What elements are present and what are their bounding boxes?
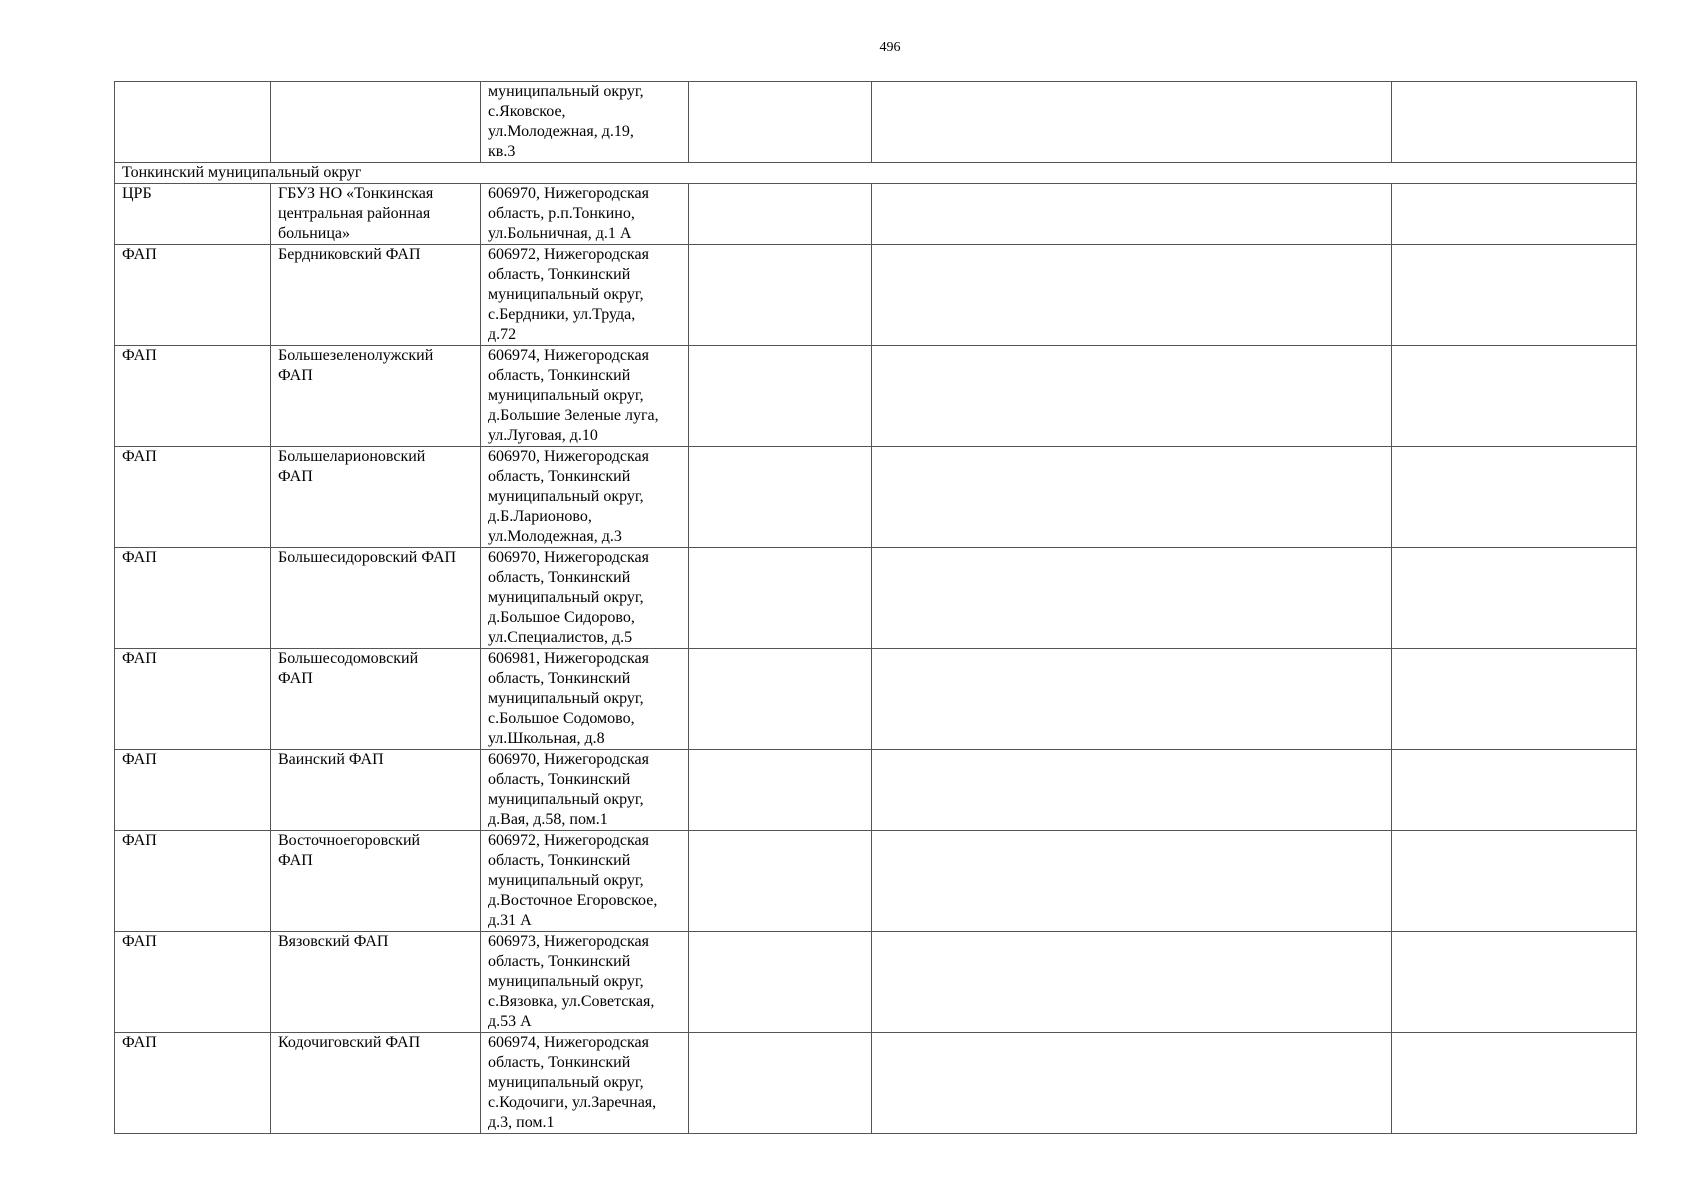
empty-cell <box>1392 447 1637 548</box>
address-cell: 606973, Нижегородская область, Тонкинский муниципальный округ, с.Вязовка, ул.Советская, д.53 А <box>481 932 689 1033</box>
section-title: Тонкинский муниципальный округ <box>115 163 1637 184</box>
table-body <box>115 82 1637 1134</box>
empty-cell <box>1392 932 1637 1033</box>
empty-cell <box>1392 750 1637 831</box>
empty-cell <box>689 245 872 346</box>
empty-cell <box>689 750 872 831</box>
facility-type-cell: ЦРБ <box>115 184 271 245</box>
facility-name-cell: Кодочиговский ФАП <box>271 1033 481 1134</box>
empty-cell <box>872 245 1392 346</box>
facility-name-cell: Большеларионовский ФАП <box>271 447 481 548</box>
facility-type-cell: ФАП <box>115 932 271 1033</box>
empty-cell <box>872 548 1392 649</box>
address-cell: 606972, Нижегородская область, Тонкинский муниципальный округ, с.Бердники, ул.Труда, д.72 <box>481 245 689 346</box>
table-row <box>115 649 1637 750</box>
empty-cell <box>872 932 1392 1033</box>
table-row <box>115 346 1637 447</box>
facility-type-cell: ФАП <box>115 447 271 548</box>
address-cell: 606981, Нижегородская область, Тонкинский муниципальный округ, с.Большое Содомово, ул.Школьная, д.8 <box>481 649 689 750</box>
empty-cell <box>689 82 872 163</box>
empty-cell <box>1392 245 1637 346</box>
address-cell: 606970, Нижегородская область, Тонкинский муниципальный округ, д.Большое Сидорово, ул.Специалистов, д.5 <box>481 548 689 649</box>
facility-type-cell: ФАП <box>115 831 271 932</box>
empty-cell <box>1392 184 1637 245</box>
facility-type-cell: ФАП <box>115 548 271 649</box>
facility-name-cell: Восточноегоровский ФАП <box>271 831 481 932</box>
medical-facilities-table <box>114 81 1637 1134</box>
page-number: 496 <box>879 40 901 55</box>
section-row <box>115 163 1637 184</box>
facility-name-cell: Большесодомовский ФАП <box>271 649 481 750</box>
table-row <box>115 184 1637 245</box>
table-row <box>115 750 1637 831</box>
empty-cell <box>689 548 872 649</box>
empty-cell <box>689 346 872 447</box>
empty-cell <box>689 831 872 932</box>
table-row <box>115 82 1637 163</box>
empty-cell <box>872 447 1392 548</box>
facility-type-cell: ФАП <box>115 346 271 447</box>
empty-cell <box>1392 548 1637 649</box>
table-row <box>115 1033 1637 1134</box>
facility-name-cell: Бердниковский ФАП <box>271 245 481 346</box>
address-cell: 606972, Нижегородская область, Тонкинский муниципальный округ, д.Восточное Егоровское, д.31 А <box>481 831 689 932</box>
facility-type-cell: ФАП <box>115 649 271 750</box>
table-row <box>115 447 1637 548</box>
table-row <box>115 245 1637 346</box>
facility-name-cell: Вязовский ФАП <box>271 932 481 1033</box>
empty-cell <box>872 82 1392 163</box>
empty-cell <box>689 184 872 245</box>
facility-name-cell: Ваинский ФАП <box>271 750 481 831</box>
table-row <box>115 548 1637 649</box>
empty-cell <box>689 447 872 548</box>
empty-cell <box>872 346 1392 447</box>
facility-type-cell: ФАП <box>115 1033 271 1134</box>
empty-cell <box>872 649 1392 750</box>
facility-type-cell <box>115 82 271 163</box>
empty-cell <box>872 831 1392 932</box>
address-cell: муниципальный округ, с.Яковское, ул.Молодежная, д.19, кв.3 <box>481 82 689 163</box>
facility-name-cell <box>271 82 481 163</box>
empty-cell <box>1392 346 1637 447</box>
facility-type-cell: ФАП <box>115 750 271 831</box>
table-row <box>115 831 1637 932</box>
empty-cell <box>1392 649 1637 750</box>
empty-cell <box>872 750 1392 831</box>
table-row <box>115 932 1637 1033</box>
facility-name-cell: ГБУЗ НО «Тонкинская центральная районная больница» <box>271 184 481 245</box>
address-cell: 606974, Нижегородская область, Тонкинский муниципальный округ, с.Кодочиги, ул.Заречная, д.3, пом.1 <box>481 1033 689 1134</box>
empty-cell <box>689 649 872 750</box>
facility-name-cell: Большесидоровский ФАП <box>271 548 481 649</box>
empty-cell <box>872 1033 1392 1134</box>
facility-type-cell: ФАП <box>115 245 271 346</box>
address-cell: 606970, Нижегородская область, р.п.Тонкино, ул.Больничная, д.1 А <box>481 184 689 245</box>
empty-cell <box>689 932 872 1033</box>
address-cell: 606974, Нижегородская область, Тонкинский муниципальный округ, д.Большие Зеленые луга, ул.Луговая, д.10 <box>481 346 689 447</box>
facility-name-cell: Большезеленолужский ФАП <box>271 346 481 447</box>
address-cell: 606970, Нижегородская область, Тонкинский муниципальный округ, д.Вая, д.58, пом.1 <box>481 750 689 831</box>
empty-cell <box>1392 1033 1637 1134</box>
empty-cell <box>872 184 1392 245</box>
empty-cell <box>1392 82 1637 163</box>
empty-cell <box>1392 831 1637 932</box>
empty-cell <box>689 1033 872 1134</box>
address-cell: 606970, Нижегородская область, Тонкинский муниципальный округ, д.Б.Ларионово, ул.Молодежная, д.3 <box>481 447 689 548</box>
